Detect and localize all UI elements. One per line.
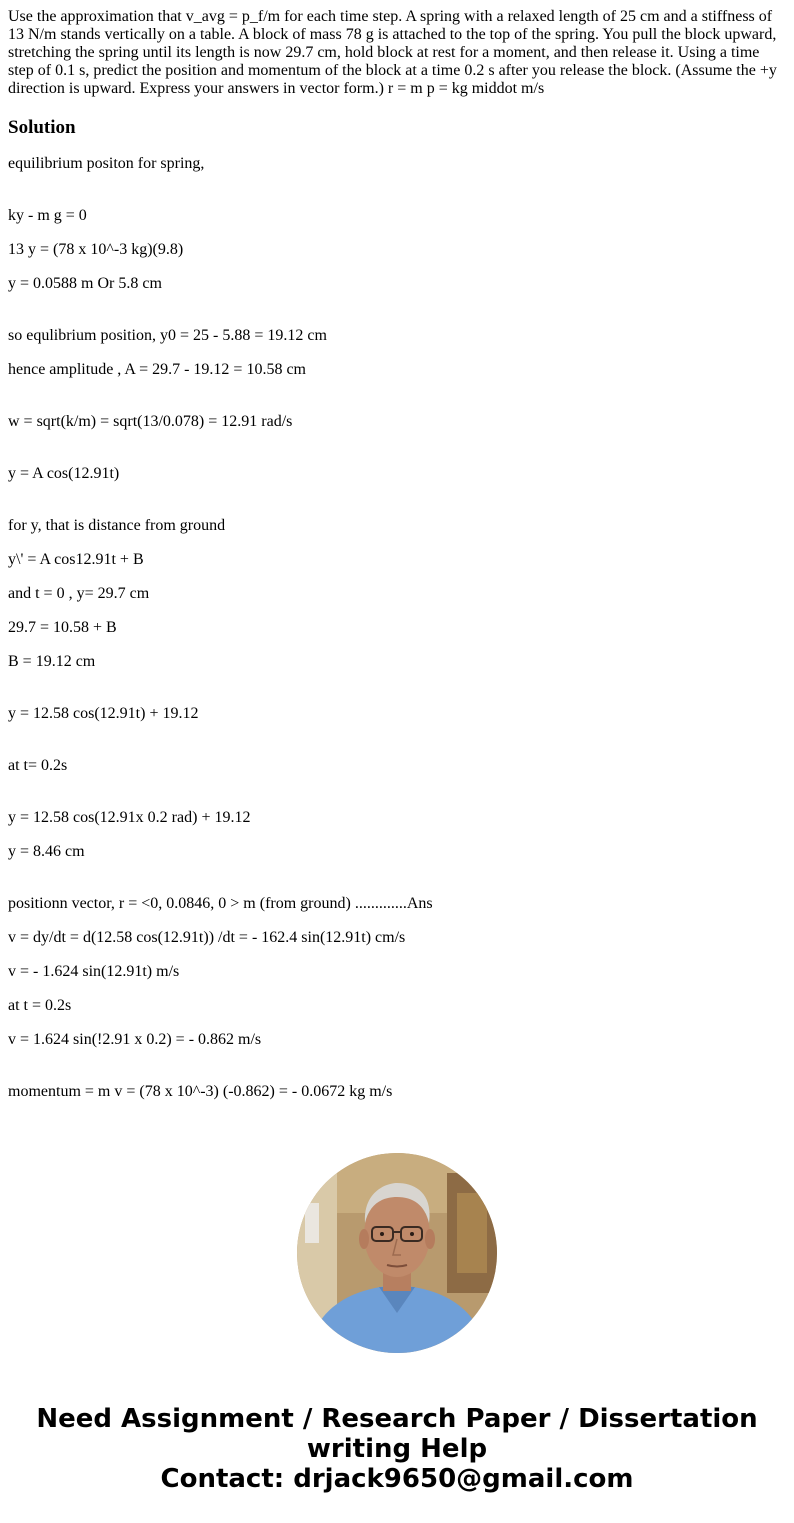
solution-line: at t = 0.2s (8, 997, 72, 1014)
solution-line: v = dy/dt = d(12.58 cos(12.91t)) /dt = - 162.4 sin(12.91t) cm/s (8, 929, 406, 946)
solution-line: at t= 0.2s (8, 757, 68, 774)
promo-banner (0, 1404, 794, 1494)
solution-body (8, 155, 786, 1101)
solution-line: y = 0.0588 m Or 5.8 cm (8, 275, 162, 292)
solution-line: equilibrium positon for spring, (8, 155, 205, 172)
solution-line: y\' = A cos12.91t + B (8, 551, 144, 568)
solution-line: v = 1.624 sin(!2.91 x 0.2) = - 0.862 m/s (8, 1031, 262, 1048)
solution-line: and t = 0 , y= 29.7 cm (8, 585, 150, 602)
solution-line: for y, that is distance from ground (8, 517, 226, 534)
solution-line: w = sqrt(k/m) = sqrt(13/0.078) = 12.91 rad/s (8, 413, 293, 430)
solution-line: hence amplitude , A = 29.7 - 19.12 = 10.58 cm (8, 361, 306, 378)
author-avatar (297, 1153, 497, 1353)
question-text: Use the approximation that v_avg = p_f/m for each time step. A spring with a relaxed length of 25 cm and a stiffness of 13 N/m stands vertically on a table. A block of mass 78 g is attached to the top of the spring. You pull the block upward, stretching the spring until its length is now 29.7 cm, hold block at rest for a moment, and then release it. Using a time step of 0.1 s, predict the position and momentum of the block at a time 0.2 s after you release the block. (Assume the +y direction is upward. Express your answers in vector form.) r = m p = kg middot m/s (8, 8, 777, 97)
solution-line: y = 8.46 cm (8, 843, 85, 860)
solution-line: y = 12.58 cos(12.91x 0.2 rad) + 19.12 (8, 809, 251, 826)
solution-line: y = 12.58 cos(12.91t) + 19.12 (8, 705, 199, 722)
solution-line: v = - 1.624 sin(12.91t) m/s (8, 963, 180, 980)
solution-line: ky - m g = 0 (8, 207, 87, 224)
promo-line: writing Help (306, 1434, 488, 1464)
solution-line: 13 y = (78 x 10^-3 kg)(9.8) (8, 241, 184, 258)
promo-line: Need Assignment / Research Paper / Dissertation (36, 1404, 758, 1434)
promo-contact: Contact: drjack9650@gmail.com (160, 1464, 634, 1494)
document-body (8, 8, 786, 1101)
solution-line: B = 19.12 cm (8, 653, 96, 670)
author-portrait-image (297, 1153, 497, 1353)
solution-line: y = A cos(12.91t) (8, 465, 120, 482)
solution-line: positionn vector, r = <0, 0.0846, 0 > m (from ground) .............Ans (8, 895, 433, 912)
solution-line: so equlibrium position, y0 = 25 - 5.88 = 19.12 cm (8, 327, 327, 344)
solution-line: momentum = m v = (78 x 10^-3) (-0.862) = - 0.0672 kg m/s (8, 1083, 393, 1100)
solution-line: 29.7 = 10.58 + B (8, 619, 117, 636)
solution-heading: Solution (8, 117, 76, 138)
